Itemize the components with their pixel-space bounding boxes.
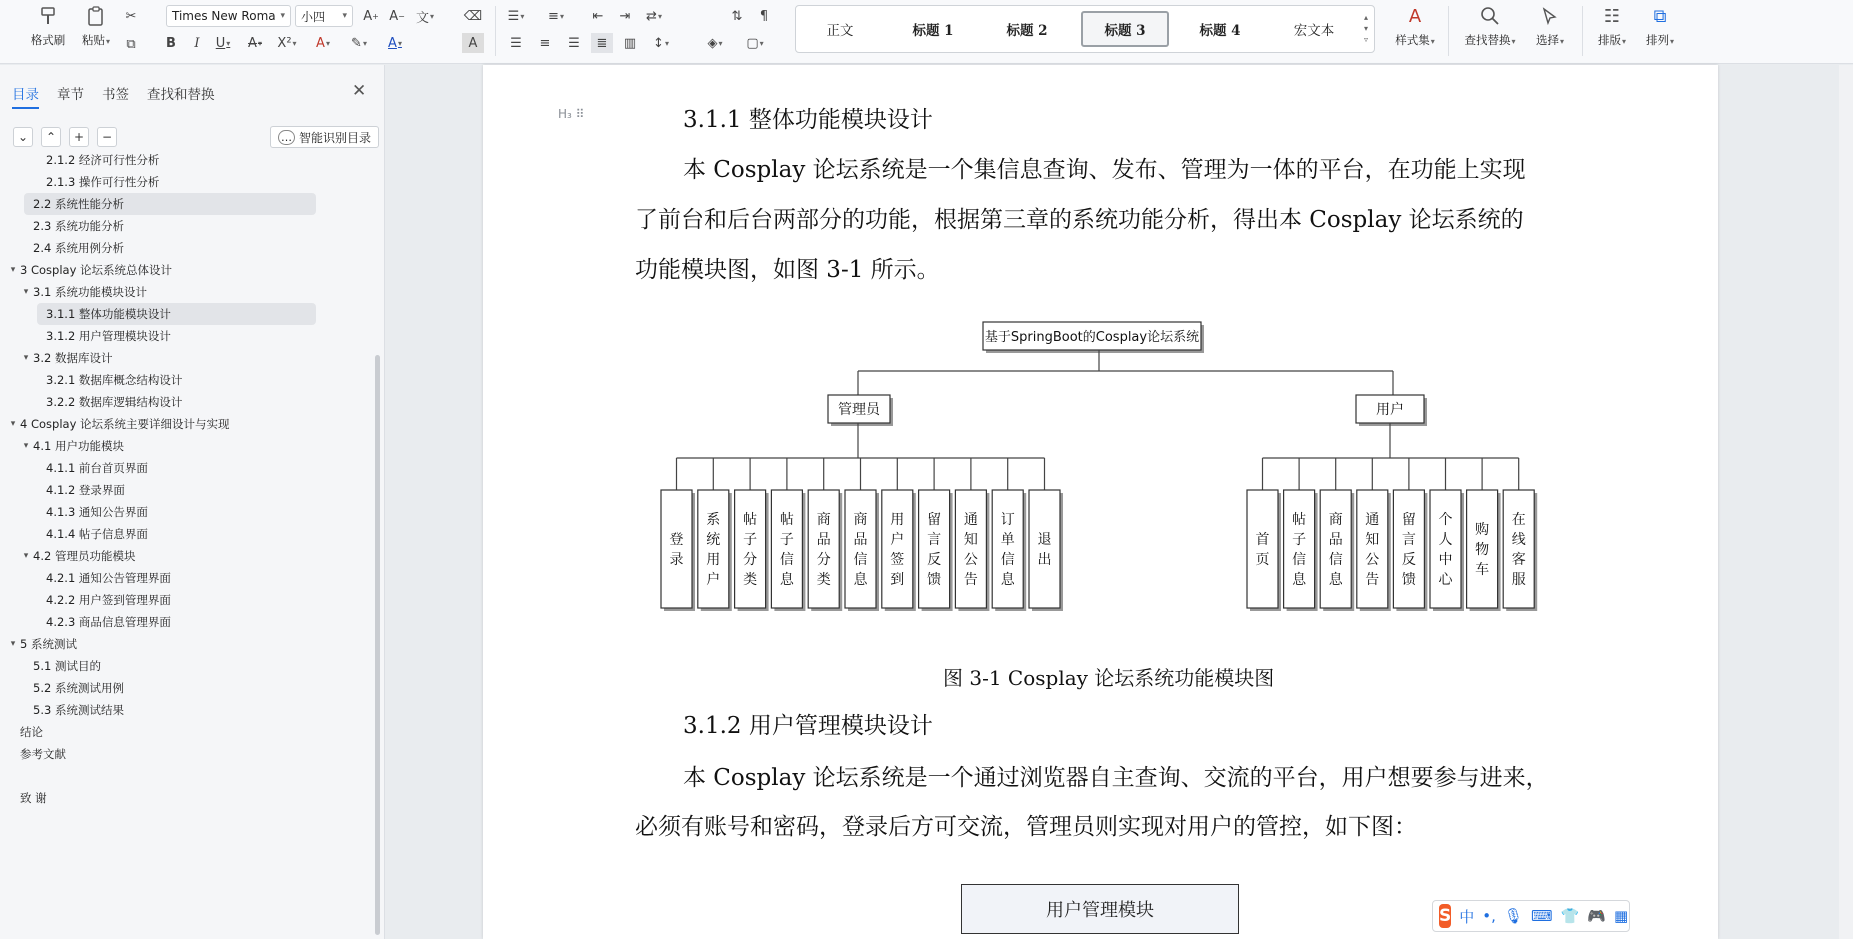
chevron-down-icon: ⌄: [17, 130, 29, 144]
distributed-icon[interactable]: ▥: [623, 35, 637, 51]
paste-label: 粘贴: [81, 33, 105, 47]
user-item-box: [1284, 490, 1315, 608]
text-direction-icon[interactable]: ⇄ ▾: [646, 8, 662, 24]
skin-icon[interactable]: 👕: [1560, 907, 1580, 925]
chevron-down-icon[interactable]: ▾: [23, 441, 29, 451]
admin-item-char: 通: [963, 512, 978, 528]
toc-item-label: 致 谢: [20, 791, 47, 805]
arrange-label: 排列: [1645, 33, 1669, 47]
align-center-icon[interactable]: ≡: [539, 35, 551, 51]
nav-scrollbar[interactable]: [375, 355, 380, 935]
cut-icon[interactable]: ✂: [125, 8, 137, 24]
user-management-box[interactable]: [961, 884, 1239, 934]
toc-item-label: 3.1.2 用户管理模块设计: [46, 329, 171, 343]
sort-icon[interactable]: ⇅: [731, 8, 743, 24]
format-painter-icon: [36, 4, 60, 28]
toc-item-label: 4.1.3 通知公告界面: [46, 505, 148, 519]
tab-sections[interactable]: 章节: [57, 87, 84, 103]
toc-item[interactable]: [0, 567, 374, 589]
border-icon[interactable]: ▢ ▾: [746, 35, 764, 51]
style-macro-text[interactable]: 宏文本: [1293, 23, 1335, 39]
paragraph-line[interactable]: 了前台和后台两部分的功能，根据第三章的系统功能分析，得出本 Cosplay 论坛系统的: [635, 207, 1524, 233]
paste-button[interactable]: 粘贴▾: [74, 4, 118, 48]
toc-item[interactable]: [0, 523, 374, 545]
toc-item[interactable]: [0, 325, 374, 347]
toc-item-label: 4.2.2 用户签到管理界面: [46, 593, 171, 607]
heading-3-1-2[interactable]: 3.1.2 用户管理模块设计: [683, 713, 933, 739]
toc-item-label: 4.2.3 商品信息管理界面: [46, 615, 171, 629]
document-page[interactable]: [483, 65, 1718, 939]
admin-item-char: 用: [706, 552, 721, 568]
admin-item-char: 帖: [779, 512, 794, 528]
user-item-box: [1430, 490, 1461, 608]
find-replace-button[interactable]: 查找替换▾: [1455, 4, 1525, 48]
toc-item-label: 4.1 用户功能模块: [33, 439, 124, 453]
toc-item[interactable]: [0, 237, 374, 259]
user-item-char: 在: [1511, 512, 1526, 528]
admin-item-char: 统: [706, 532, 721, 548]
admin-item-char: 到: [890, 572, 905, 588]
toc-item-label: 2.1.3 操作可行性分析: [46, 175, 160, 189]
admin-item-char: 户: [890, 532, 905, 548]
separator: [1448, 6, 1449, 56]
toc-item[interactable]: [0, 633, 374, 655]
user-item-box: [1357, 490, 1388, 608]
user-item-char: 通: [1365, 512, 1380, 528]
toc-item-label: 4.1.1 前台首页界面: [46, 461, 148, 475]
toc-item-label: 3.2.2 数据库逻辑结构设计: [46, 395, 183, 409]
indent-icon[interactable]: ⇥: [619, 8, 631, 24]
toc-item[interactable]: [0, 479, 374, 501]
chevron-down-icon: ▾: [280, 11, 285, 21]
paragraph-line[interactable]: 必须有账号和密码，登录后方可交流，管理员则实现对用户的管控，如下图：: [635, 814, 1417, 840]
toc-item[interactable]: [0, 787, 374, 809]
toc-item[interactable]: [0, 743, 374, 765]
paragraph-line[interactable]: 本 Cosplay 论坛系统是一个集信息查询、发布、管理为一体的平台，在功能上实现: [683, 157, 1526, 183]
toc-item-label: 5 系统测试: [20, 637, 77, 651]
close-icon[interactable]: ✕: [352, 81, 367, 101]
admin-item-box: [771, 490, 802, 608]
layout-button[interactable]: ☷ 排版▾: [1597, 5, 1626, 47]
add-heading-button[interactable]: [69, 127, 89, 147]
user-item-char: 人: [1438, 532, 1453, 548]
toc-item[interactable]: [0, 369, 374, 391]
toc-item[interactable]: [0, 611, 374, 633]
toc-item-label: 4.2 管理员功能模块: [33, 549, 136, 563]
microphone-icon[interactable]: 🎙: [1503, 907, 1523, 925]
box-label: 基于SpringBoot的Cosplay论坛系统: [984, 330, 1200, 345]
toc-item[interactable]: [0, 435, 374, 457]
toc-item[interactable]: [0, 589, 374, 611]
tab-find-replace[interactable]: 查找和替换: [147, 87, 215, 103]
admin-item-char: 单: [1000, 532, 1015, 548]
arrange-icon: ⧉: [1653, 5, 1667, 27]
toc-item-label: 3.1.1 整体功能模块设计: [46, 307, 171, 321]
user-item-char: 商: [1328, 512, 1343, 528]
toc-item[interactable]: [0, 699, 374, 721]
admin-item-box: [661, 490, 692, 608]
user-item-box: [1247, 490, 1278, 608]
admin-item-char: 商: [853, 512, 868, 528]
toc-item[interactable]: [0, 545, 374, 567]
bold-icon[interactable]: B: [166, 35, 176, 51]
user-item-char: 知: [1365, 532, 1380, 548]
collapse-down-button[interactable]: [13, 127, 33, 147]
admin-item-char: 子: [743, 532, 758, 548]
superscript-icon[interactable]: X² ▾: [277, 35, 297, 51]
admin-item-char: 登: [669, 532, 684, 548]
admin-item-char: 用: [890, 512, 905, 528]
admin-item-char: 订: [1000, 512, 1015, 528]
layout-label: 排版: [1597, 33, 1621, 47]
user-item-char: 车: [1475, 562, 1490, 578]
show-marks-icon[interactable]: ¶: [759, 8, 769, 24]
user-item-char: 客: [1511, 552, 1526, 568]
style-set-button[interactable]: A 样式集▾: [1395, 5, 1435, 47]
style-heading-1[interactable]: 标题 1: [912, 23, 954, 39]
italic-icon[interactable]: I: [194, 35, 200, 51]
style-set-label: 样式集: [1395, 33, 1430, 47]
font-size-value: 小四: [301, 9, 326, 24]
figure-caption: 图 3-1 Cosplay 论坛系统功能模块图: [943, 666, 1275, 690]
toc-item[interactable]: [0, 391, 374, 413]
user-item-char: 帖: [1292, 512, 1307, 528]
toc-item-label: 4.1.4 帖子信息界面: [46, 527, 148, 541]
toc-item[interactable]: [0, 215, 374, 237]
admin-item-char: 公: [963, 552, 978, 568]
font-size-select[interactable]: [295, 5, 353, 27]
admin-item-char: 分: [816, 552, 831, 568]
admin-item-box: [1029, 490, 1060, 608]
sogou-logo-icon[interactable]: S: [1439, 906, 1452, 926]
ribbon-toolbar: [0, 0, 1853, 64]
user-item-char: 物: [1475, 542, 1490, 558]
box-label: 管理员: [838, 402, 880, 418]
chevron-down-icon[interactable]: ▾: [10, 639, 16, 649]
admin-item-char: 息: [1000, 572, 1015, 588]
style-heading-4[interactable]: 标题 4: [1199, 23, 1241, 39]
document-scrollbar[interactable]: [1839, 65, 1853, 939]
user-item-char: 品: [1328, 532, 1343, 548]
user-item-char: 留: [1401, 512, 1416, 528]
user-item-char: 告: [1365, 572, 1380, 588]
font-name-value: Times New Roma: [172, 9, 276, 23]
toc-item[interactable]: [0, 347, 374, 369]
style-heading-2[interactable]: 标题 2: [1006, 23, 1048, 39]
chevron-down-icon[interactable]: ▾: [10, 419, 16, 429]
box-label: 用户: [1376, 402, 1404, 418]
function-module-diagram[interactable]: [669, 300, 1713, 720]
plus-icon: +: [73, 130, 85, 144]
toc-item-label: 2.1.2 经济可行性分析: [46, 153, 160, 167]
user-item-char: 心: [1438, 572, 1453, 588]
admin-item-char: 录: [669, 552, 684, 568]
tab-toc[interactable]: 目录: [12, 83, 39, 109]
chevron-down-icon[interactable]: ▾: [23, 551, 29, 561]
layout-icon: ☷: [1603, 5, 1621, 27]
admin-item-char: 出: [1037, 552, 1052, 568]
user-item-box: [1320, 490, 1351, 608]
style-set-icon: A: [1408, 5, 1422, 27]
paragraph-line[interactable]: 功能模块图，如图 3-1 所示。: [635, 257, 940, 283]
justify-icon[interactable]: ≣: [591, 33, 613, 53]
user-item-char: 反: [1401, 552, 1416, 568]
toc-item[interactable]: [0, 171, 374, 193]
select-button[interactable]: 选择▾: [1525, 4, 1575, 48]
admin-item-char: 信: [1000, 552, 1015, 568]
toc-item-label: 结论: [20, 725, 43, 739]
user-item-box: [1503, 490, 1534, 608]
admin-item-box: [919, 490, 950, 608]
user-item-char: 页: [1255, 552, 1270, 568]
arrange-button[interactable]: ⧉ 排列▾: [1645, 5, 1674, 47]
admin-item-char: 帖: [743, 512, 758, 528]
text-effect-icon[interactable]: A ▾: [316, 35, 330, 51]
punctuation-icon[interactable]: •,: [1482, 907, 1496, 925]
toc-item-label: 2.2 系统性能分析: [33, 197, 124, 211]
collapse-up-button[interactable]: [41, 127, 61, 147]
admin-item-char: 告: [963, 572, 978, 588]
toc-item[interactable]: [0, 721, 374, 743]
keyboard-icon[interactable]: ⌨: [1530, 907, 1553, 925]
admin-item-char: 户: [706, 572, 721, 588]
chevron-up-icon: ⌃: [45, 130, 57, 144]
toc-item-label: 5.3 系统测试结果: [33, 703, 124, 717]
copy-icon[interactable]: ⧉: [126, 36, 136, 52]
user-item-char: 子: [1292, 532, 1307, 548]
user-management-label: 用户管理模块: [1046, 900, 1154, 920]
admin-item-box: [882, 490, 913, 608]
admin-item-box: [955, 490, 986, 608]
shading-icon[interactable]: ◈ ▾: [707, 35, 723, 51]
navigation-pane: [0, 65, 385, 939]
user-item-char: 线: [1511, 532, 1526, 548]
chevron-down-icon[interactable]: ▾: [23, 353, 29, 363]
char-shading-icon[interactable]: A: [462, 33, 484, 53]
user-item-char: 信: [1328, 552, 1343, 568]
user-item-box: [1393, 490, 1424, 608]
separator: [1582, 6, 1583, 56]
toc-item[interactable]: [0, 677, 374, 699]
admin-item-char: 反: [927, 552, 942, 568]
toc-list: [0, 153, 374, 939]
toc-item-label: 参考文献: [20, 747, 66, 761]
eraser-icon[interactable]: ⌫: [463, 8, 483, 24]
toc-item[interactable]: [0, 281, 374, 303]
admin-item-char: 签: [890, 552, 905, 568]
admin-item-char: 信: [853, 552, 868, 568]
admin-item-char: 品: [853, 532, 868, 548]
toc-item[interactable]: [0, 413, 374, 435]
shrink-font-icon[interactable]: A −: [389, 8, 405, 24]
admin-item-char: 馈: [927, 572, 942, 588]
toc-item[interactable]: [0, 457, 374, 479]
heading-3-1-1[interactable]: 3.1.1 整体功能模块设计: [683, 107, 933, 133]
toolbox-icon[interactable]: ▦: [1613, 907, 1629, 925]
admin-item-box: [808, 490, 839, 608]
admin-item-box: [845, 490, 876, 608]
admin-item-char: 类: [816, 572, 831, 588]
find-replace-label: 查找替换: [1464, 33, 1511, 47]
admin-item-char: 系: [706, 512, 721, 528]
toc-item-label: 3.2 数据库设计: [33, 351, 113, 365]
align-right-icon[interactable]: ☰: [568, 35, 580, 51]
toc-item-label: 3 Cosplay 论坛系统总体设计: [20, 263, 173, 277]
style-heading-3[interactable]: 标题 3: [1081, 11, 1169, 47]
admin-item-char: 分: [743, 552, 758, 568]
style-gallery: [795, 5, 1375, 53]
nav-tabs: [12, 83, 215, 109]
ime-language-toggle[interactable]: 中: [1459, 907, 1475, 926]
bullet-list-icon[interactable]: ☰ ▾: [507, 8, 525, 24]
toc-item[interactable]: [37, 303, 316, 325]
strikethrough-icon[interactable]: A ▾: [248, 35, 262, 51]
user-item-char: 购: [1475, 522, 1490, 538]
toc-item[interactable]: [24, 193, 316, 215]
admin-item-char: 子: [779, 532, 794, 548]
separator: [495, 6, 496, 56]
format-painter-button[interactable]: 格式刷: [26, 4, 70, 48]
search-icon: [1478, 4, 1502, 28]
underline-icon[interactable]: U ▾: [215, 35, 231, 51]
document-area: [386, 65, 1853, 939]
toc-item-label: 4.1.2 登录界面: [46, 483, 125, 497]
admin-item-box: [735, 490, 766, 608]
phonetic-icon[interactable]: 文 ▾: [415, 10, 435, 26]
user-item-char: 信: [1292, 552, 1307, 568]
toc-item[interactable]: [0, 259, 374, 281]
gallery-scroll[interactable]: ▴ ▾ ▿: [1363, 13, 1368, 44]
game-icon[interactable]: 🎮: [1587, 907, 1606, 925]
align-left-icon[interactable]: ☰: [510, 35, 522, 51]
remove-heading-button[interactable]: [97, 127, 117, 147]
cursor-icon: [1538, 4, 1562, 28]
outdent-icon[interactable]: ⇤: [592, 8, 604, 24]
user-item-char: 首: [1255, 532, 1270, 548]
admin-item-char: 息: [779, 572, 794, 588]
user-item-char: 馈: [1401, 572, 1416, 588]
toc-item-label: 3.2.1 数据库概念结构设计: [46, 373, 183, 387]
line-spacing-icon[interactable]: ↕ ▾: [653, 35, 669, 51]
user-item-char: 言: [1401, 532, 1416, 548]
user-item-char: 公: [1365, 552, 1380, 568]
select-label: 选择: [1535, 33, 1559, 47]
admin-item-char: 言: [927, 532, 942, 548]
heading-marker-icon: H₃ ⠿: [558, 107, 585, 121]
admin-item-char: 息: [853, 572, 868, 588]
user-item-char: 个: [1438, 512, 1453, 528]
toc-item[interactable]: [0, 149, 374, 171]
chevron-down-icon[interactable]: ▾: [10, 265, 16, 275]
toc-item[interactable]: [0, 501, 374, 523]
admin-item-char: 信: [779, 552, 794, 568]
toc-item-label: 3.1 系统功能模块设计: [33, 285, 147, 299]
grow-font-icon[interactable]: A +: [363, 8, 379, 24]
smart-toc-button[interactable]: [270, 126, 379, 148]
toc-item-label: 5.1 测试目的: [33, 659, 101, 673]
toc-item-label: 2.3 系统功能分析: [33, 219, 124, 233]
font-name-select[interactable]: [166, 5, 291, 27]
user-item-char: 中: [1438, 552, 1453, 568]
toc-item[interactable]: [0, 655, 374, 677]
user-item-char: 息: [1292, 572, 1307, 588]
tab-bookmarks[interactable]: 书签: [102, 87, 129, 103]
toc-item-label: 5.2 系统测试用例: [33, 681, 124, 695]
admin-item-box: [992, 490, 1023, 608]
user-item-char: 息: [1328, 572, 1343, 588]
numbered-list-icon[interactable]: ≡ ▾: [548, 8, 564, 24]
admin-item-box: [698, 490, 729, 608]
user-item-char: 服: [1511, 572, 1526, 588]
toc-item-label: 4 Cosplay 论坛系统主要详细设计与实现: [20, 417, 230, 431]
admin-item-char: 商: [816, 512, 831, 528]
admin-item-char: 知: [963, 532, 978, 548]
admin-item-char: 类: [743, 572, 758, 588]
admin-item-char: 退: [1037, 532, 1052, 548]
toc-item-label: 2.4 系统用例分析: [33, 241, 124, 255]
admin-item-char: 品: [816, 532, 831, 548]
ime-toolbar: [1432, 900, 1630, 932]
toc-item-label: 4.2.1 通知公告管理界面: [46, 571, 171, 585]
chevron-down-icon[interactable]: ▾: [23, 287, 29, 297]
clipboard-icon: [84, 4, 108, 28]
admin-item-char: 留: [927, 512, 942, 528]
paragraph-line[interactable]: 本 Cosplay 论坛系统是一个通过浏览器自主查询、交流的平台，用户想要参与进来，: [683, 765, 1549, 791]
smart-toc-icon: …: [278, 130, 295, 145]
chevron-down-icon: ▾: [342, 11, 347, 21]
style-normal[interactable]: 正文: [826, 23, 854, 39]
smart-toc-label: 智能识别目录: [299, 130, 372, 145]
highlight-icon[interactable]: ✎ ▾: [351, 35, 367, 51]
font-color-icon[interactable]: A ▾: [388, 35, 402, 51]
minus-icon: −: [101, 130, 113, 144]
